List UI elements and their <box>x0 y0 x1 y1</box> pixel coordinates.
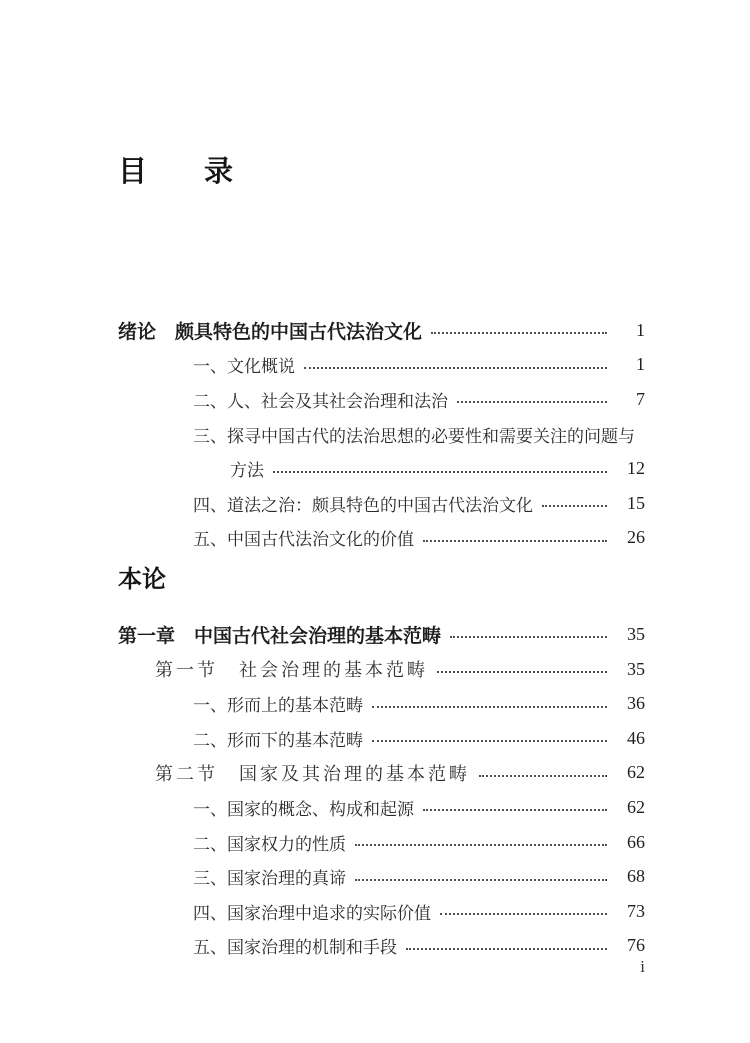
toc-front-matter <box>118 313 645 555</box>
folio-page-number: i <box>640 957 645 976</box>
toc-entry <box>118 894 645 929</box>
toc-entry-label: 一、文化概说 <box>193 357 295 377</box>
toc-entry <box>118 451 645 486</box>
toc-page-number: 66 <box>627 831 645 852</box>
toc-entry <box>118 382 645 417</box>
toc-page-number: 1 <box>636 354 645 375</box>
toc-entry <box>118 521 645 556</box>
toc-content <box>118 0 645 963</box>
toc-entry <box>118 790 645 825</box>
dotted-leader <box>431 332 607 334</box>
dotted-leader <box>479 775 607 777</box>
dotted-leader <box>440 913 607 915</box>
toc-entry-label: 二、国家权力的性质 <box>193 834 346 854</box>
dotted-leader <box>372 706 607 708</box>
toc-entry-label: 第二节 国家及其治理的基本范畴 <box>155 763 470 784</box>
toc-page-number: 76 <box>627 935 645 956</box>
dotted-leader <box>437 671 607 673</box>
dotted-leader <box>457 401 607 403</box>
toc-entry <box>118 825 645 860</box>
toc-entry-label: 三、探寻中国古代的法治思想的必要性和需要关注的问题与 <box>193 426 635 446</box>
toc-page-number: 73 <box>627 900 645 921</box>
toc-entry <box>118 686 645 721</box>
page-title: 目 录 <box>118 156 248 188</box>
toc-entry <box>118 417 645 452</box>
dotted-leader <box>542 505 607 507</box>
dotted-leader <box>355 879 607 881</box>
dotted-leader <box>450 636 607 638</box>
dotted-leader <box>423 809 607 811</box>
toc-entry-label: 第一节 社会治理的基本范畴 <box>155 660 428 681</box>
toc-page-number: 35 <box>627 623 645 644</box>
toc-entry-label: 三、国家治理的真谛 <box>193 869 346 889</box>
toc-entry <box>118 486 645 521</box>
dotted-leader <box>406 948 607 950</box>
toc-entry-label: 一、国家的概念、构成和起源 <box>193 799 414 819</box>
toc-page-number: 12 <box>627 458 645 479</box>
dotted-leader <box>273 471 607 473</box>
part-heading: 本论 <box>118 566 166 594</box>
toc-entry-label: 四、道法之治：颇具特色的中国古代法治文化 <box>193 495 533 515</box>
toc-entry <box>118 617 645 652</box>
toc-entry <box>118 721 645 756</box>
toc-page-number: 62 <box>627 762 645 783</box>
toc-page-number: 46 <box>627 727 645 748</box>
toc-page-number: 1 <box>636 319 645 340</box>
toc-page-number: 68 <box>627 866 645 887</box>
dotted-leader <box>372 740 607 742</box>
toc-page-number: 7 <box>636 388 645 409</box>
dotted-leader <box>304 367 607 369</box>
dotted-leader <box>423 540 607 542</box>
dotted-leader <box>355 844 607 846</box>
toc-entry-label: 二、人、社会及其社会治理和法治 <box>193 391 448 411</box>
toc-entry-label: 绪论 颇具特色的中国古代法治文化 <box>118 321 423 343</box>
toc-entry-label: 五、国家治理的机制和手段 <box>193 938 397 958</box>
toc-page-number: 15 <box>627 492 645 513</box>
toc-entry-label: 四、国家治理中追求的实际价值 <box>193 903 431 923</box>
toc-entry-label: 一、形而上的基本范畴 <box>193 696 363 716</box>
toc-entry <box>118 652 645 687</box>
toc-page-number: 26 <box>627 527 645 548</box>
toc-entry <box>118 756 645 791</box>
toc-main-matter <box>118 617 645 963</box>
toc-entry-label: 五、中国古代法治文化的价值 <box>193 530 414 550</box>
toc-entry-label: 第一章 中国古代社会治理的基本范畴 <box>118 625 442 647</box>
toc-entry <box>118 348 645 383</box>
toc-page-number: 36 <box>627 693 645 714</box>
toc-page-number: 35 <box>627 658 645 679</box>
toc-page-number: 62 <box>627 796 645 817</box>
toc-entry <box>118 859 645 894</box>
toc-entry <box>118 313 645 348</box>
toc-entry-label: 二、形而下的基本范畴 <box>193 730 363 750</box>
toc-entry-label: 方法 <box>230 461 264 481</box>
